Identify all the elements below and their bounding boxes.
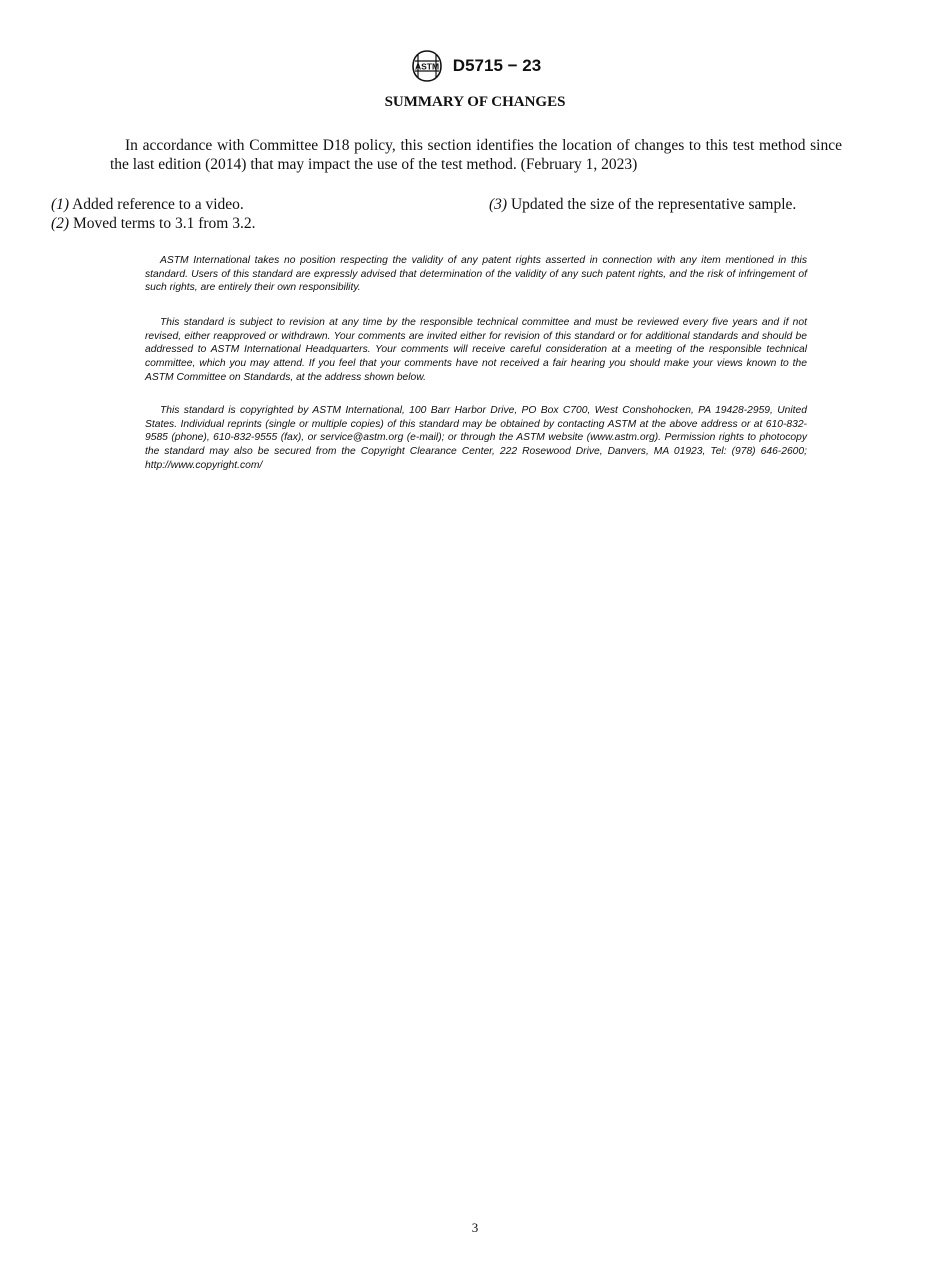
copyright-notice: This standard is copyrighted by ASTM International, 100 Barr Harbor Drive, PO Box C700, West Conshohocken, PA 19428-2959, United States. Individual reprints (single or multiple copies) of this standard may be obtained by contacting ASTM at the above address or at 610-832-9585 (phone), 610-832-9555 (fax), or service@astm.org (e-mail); or through the ASTM website (www.astm.org). Permission rights to photocopy the standard may also be secured from the Copyright Clearance Center, 222 Rosewood Drive, Danvers, MA 01923, Tel: (978) 646-2600; http://www.copyright.com/	[145, 405, 807, 471]
change-item	[51, 195, 471, 214]
revision-notice: This standard is subject to revision at any time by the responsible technical committee and must be reviewed every five years and if not revised, either reapproved or withdrawn. Your comments are invited either for revision of this standard or for additional standards and should be addressed to ASTM International Headquarters. Your comments will receive careful consideration at a meeting of the responsible technical committee, which you may attend. If you feel that your comments have not received a fair hearing you should make your views known to the ASTM Committee on Standards, at the address shown below.	[145, 317, 807, 383]
change-number: (3)	[489, 196, 508, 213]
change-text: Moved terms to 3.1 from 3.2.	[69, 215, 256, 232]
patent-notice: ASTM International takes no position respecting the validity of any patent rights asserted in connection with any item mentioned in this standard. Users of this standard are expressly advised that determination of the validity of any such patent rights, and the risk of infringement of such rights, are entirely their own responsibility.	[145, 255, 807, 294]
change-number: (1)	[51, 196, 70, 213]
changes-list-left	[51, 195, 471, 233]
logo-text: ASTM	[414, 61, 439, 72]
change-item	[489, 195, 909, 214]
page-header	[0, 50, 950, 82]
change-number: (2)	[51, 215, 70, 232]
astm-logo-icon	[409, 50, 445, 82]
document-designation: D5715 − 23	[452, 56, 542, 75]
page-number: 3	[471, 1220, 479, 1235]
section-title: SUMMARY OF CHANGES	[384, 94, 566, 110]
changes-list-right	[489, 195, 909, 214]
summary-intro: In accordance with Committee D18 policy, this section identifies the location of changes to this test method since the last edition (2014) that may impact the use of the test method. (February 1, 2023)	[110, 137, 842, 173]
change-text: Added reference to a video.	[69, 196, 244, 213]
change-text: Updated the size of the representative sample.	[507, 196, 797, 213]
change-item	[51, 214, 471, 233]
